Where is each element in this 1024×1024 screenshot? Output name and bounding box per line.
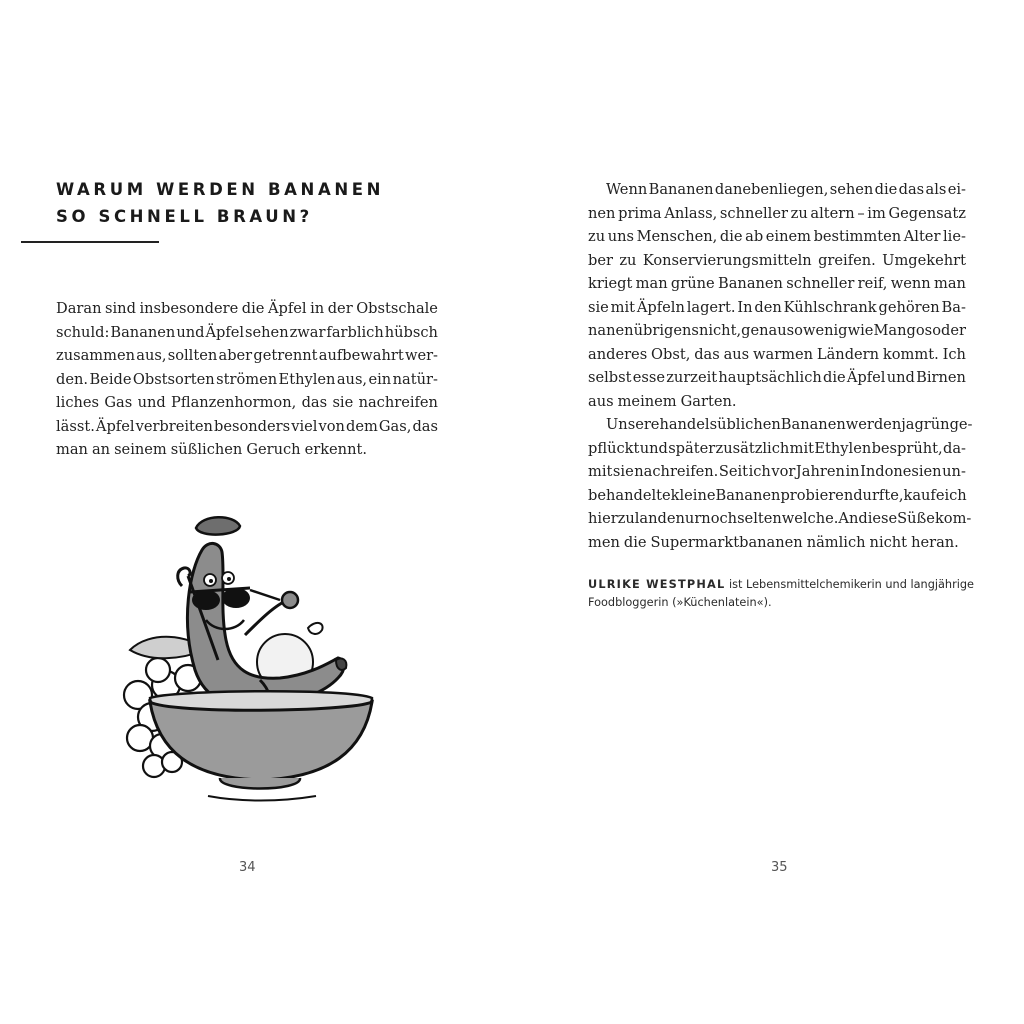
text-line: anderes Obst, das aus warmen Ländern kommt. Ich [588, 345, 966, 363]
page-number-right: 35 [771, 860, 788, 875]
text-line: pflückt und später zusätzlich mit Ethylen besprüht, da- [588, 439, 966, 457]
author-bio-line-1 [588, 576, 988, 594]
text-line: man an seinem süßlichen Geruch erkennt. [56, 441, 367, 458]
author-bio-text: ist Lebensmittelchemikerin und langjährige [725, 578, 975, 591]
text-line: hierzulande nur noch selten welche. An diese Süße kom- [588, 510, 972, 527]
text-line: schuld: Bananen und Äpfel sehen zwar farblich hübsch [56, 323, 438, 341]
right-page [512, 0, 1024, 1024]
text-line: Daran sind insbesondere die Äpfel in der Obstschale [56, 300, 438, 317]
text-line: men die Supermarktbananen nämlich nicht heran. [588, 533, 959, 551]
article-heading [56, 176, 384, 230]
text-line: lässt. Äpfel verbreiten besonders viel von dem Gas, das [56, 417, 438, 435]
text-line: nen prima Anlass, schneller zu altern – im Gegensatz [588, 204, 966, 222]
heading-line-2: SO SCHNELL BRAUN? [56, 207, 313, 226]
text-line: aus meinem Garten. [588, 392, 737, 410]
text-line: Unsere handelsüblichen Bananen werden ja grün ge- [606, 416, 973, 433]
text-line: kriegt man grüne Bananen schneller reif, wenn man [588, 275, 966, 292]
text-line: Wenn Bananen danebenliegen, sehen die das als ei- [606, 181, 966, 198]
text-line: selbst esse zurzeit hauptsächlich die Äpfel und Birnen [588, 369, 966, 386]
text-line: ber zu Konservierungsmitteln greifen. Umgekehrt [588, 251, 966, 269]
text-line: sie mit Äpfeln lagert. In den Kühlschrank gehören Ba- [588, 298, 966, 316]
heading-divider [21, 241, 159, 243]
left-paragraph [56, 297, 438, 462]
author-bio-line-2: Foodbloggerin (»Küchenlatein«). [588, 596, 772, 609]
text-line: behandelte kleine Bananen probieren durfte, kaufe ich [588, 486, 967, 504]
author-bio [588, 576, 988, 612]
text-line: liches Gas und Pflanzenhormon, das sie nachreifen [56, 394, 438, 411]
text-line: zusammen aus, sollten aber getrennt aufbewahrt wer- [56, 347, 438, 364]
right-paragraph [588, 178, 973, 554]
heading-line-1: WARUM WERDEN BANANEN [56, 180, 385, 199]
author-name: ULRIKE WESTPHAL [588, 578, 726, 591]
text-line: den. Beide Obstsorten strömen Ethylen aus, ein natür- [56, 370, 438, 388]
text-line: nanen übrigens nicht, genauso wenig wie Mangos oder [588, 322, 966, 339]
page-number-left: 34 [239, 860, 256, 875]
text-line: mit sie nachreifen. Seit ich vor Jahren in Indonesien un- [588, 463, 966, 480]
text-line: zu uns Menschen, die ab einem bestimmten Alter lie- [588, 228, 966, 245]
banana-character-icon [110, 510, 410, 805]
